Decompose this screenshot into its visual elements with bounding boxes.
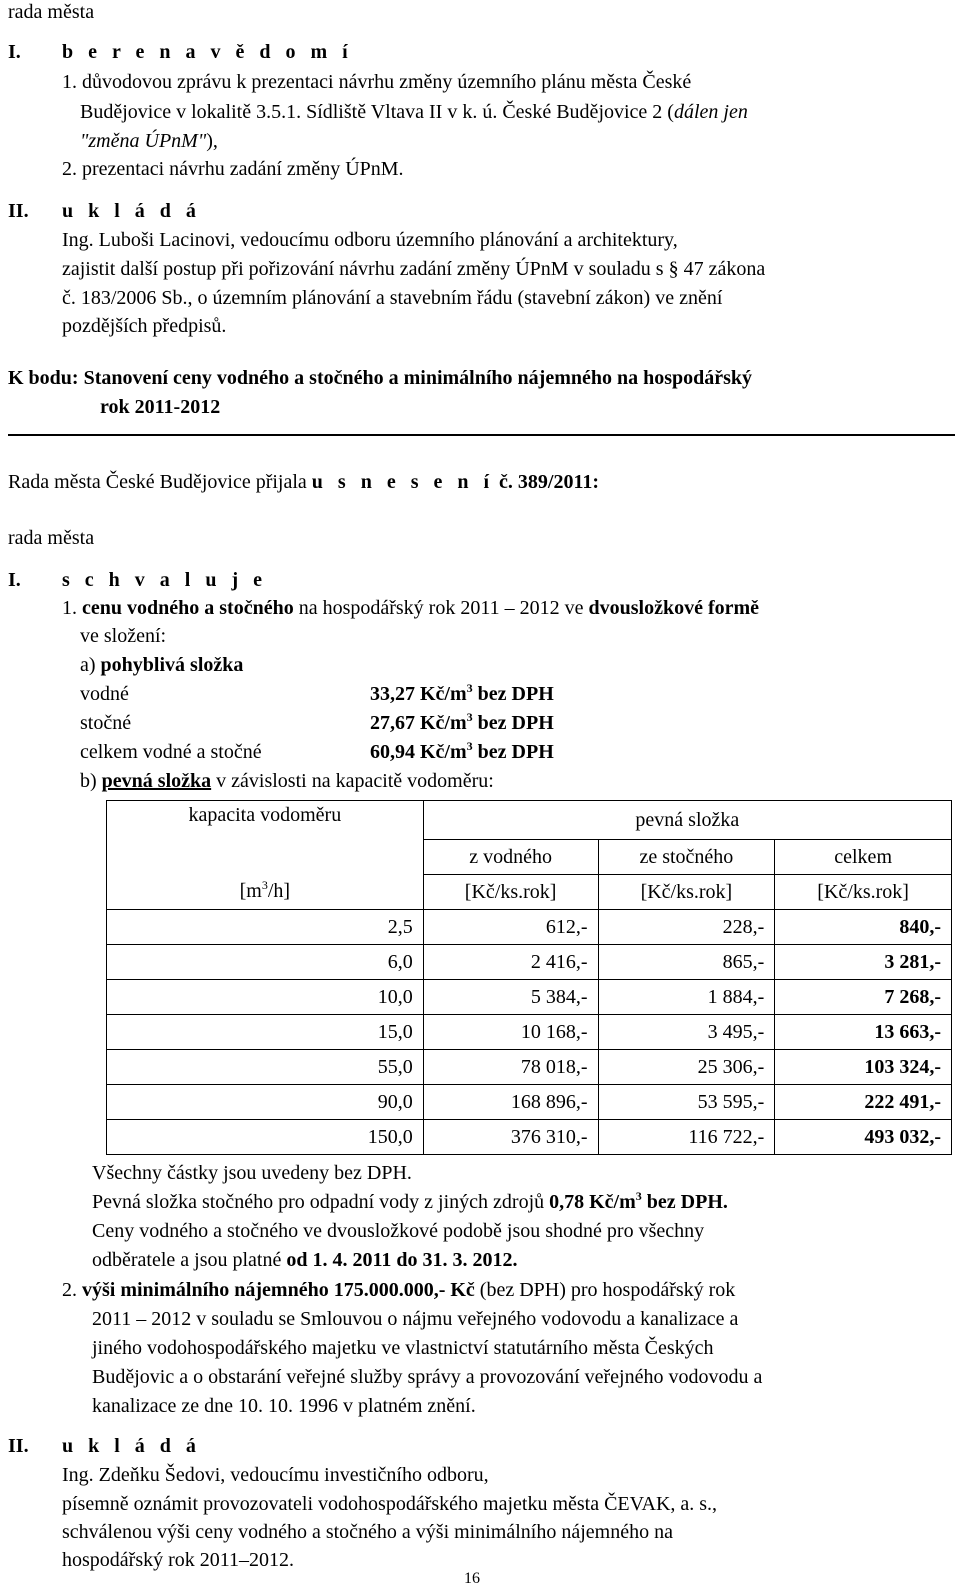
water-rate-label: vodné: [80, 683, 129, 705]
approval-item-2-rest: (bez DPH) pro hospodářský rok: [474, 1279, 736, 1301]
cell-sewage: 1 884,-: [598, 979, 775, 1014]
sewage-rate-value: [370, 709, 554, 737]
sewage-rate-amount: 27,67 Kč/m: [370, 712, 467, 734]
fixed-component-heading: [80, 767, 494, 795]
section-1-number: I.: [8, 41, 21, 63]
cell-water: 2 416,-: [423, 944, 598, 979]
approval-item-2-line-1: [62, 1276, 735, 1304]
cell-sewage: 3 495,-: [598, 1014, 775, 1049]
header-capacity: kapacita vodoměru: [107, 801, 424, 840]
note-line-3: Ceny vodného a stočného ve dvousložkové podobě jsou shodné pro všechny: [92, 1220, 705, 1242]
item-2: 2. prezentaci návrhu zadání změny ÚPnM.: [62, 158, 404, 180]
approval-item-1-prefix: 1.: [62, 597, 82, 619]
table-row: [107, 1084, 952, 1119]
section-1-verb-text: b e r e n a v ě d o m í: [62, 41, 353, 63]
approval-item-2-bold: výši minimálního nájemného 175.000.000,- Kč: [82, 1279, 475, 1301]
table-row: [107, 1014, 952, 1049]
total-rate-suffix: bez DPH: [472, 741, 554, 763]
fixed-component-rest: v závislosti na kapacitě vodoměru:: [211, 770, 494, 792]
cell-water: 376 310,-: [423, 1119, 598, 1154]
item-1-line-3: [80, 127, 218, 155]
section-2-para-line-2: zajistit další postup při pořizování návrhu zadání změny ÚPnM v souladu s § 47 zákona: [62, 258, 766, 280]
item-1-line-3-italic: "změna ÚPnM": [80, 130, 207, 152]
variable-component-prefix: a): [80, 654, 101, 676]
approval-item-1-mid: na hospodářský rok 2011 – 2012 ve: [293, 597, 589, 619]
item-1-line-3-text: ),: [206, 130, 218, 152]
agenda-item-heading-line-1: K bodu: Stanovení ceny vodného a stočného a minimálního nájemného na hospodářský: [8, 367, 753, 389]
resolution-line: [8, 468, 599, 496]
cell-capacity: 2,5: [107, 909, 424, 944]
table-row: [107, 909, 952, 944]
cell-sewage: 53 595,-: [598, 1084, 775, 1119]
cell-total: 222 491,-: [775, 1084, 952, 1119]
resolution-label: u s n e s e n í: [311, 471, 495, 493]
cell-water: 10 168,-: [423, 1014, 598, 1049]
task-line-1: Ing. Zdeňku Šedovi, vedoucímu investičního odboru,: [62, 1464, 489, 1486]
resolution-number: č. 389/2011:: [494, 471, 600, 493]
cell-sewage: 865,-: [598, 944, 775, 979]
note-line-4-dates: od 1. 4. 2011 do 31. 3. 2012.: [286, 1249, 518, 1271]
cell-total: 7 268,-: [775, 979, 952, 1014]
resolution-intro: Rada města České Budějovice přijala: [8, 471, 312, 493]
approval-item-2-line-2: 2011 – 2012 v souladu se Smlouvou o nájmu veřejného vodovodu a kanalizace a: [92, 1308, 739, 1330]
table-row: [107, 944, 952, 979]
water-rate-amount: 33,27 Kč/m: [370, 683, 467, 705]
task-section-verb: [62, 1432, 201, 1460]
item-1-line-2: [80, 98, 748, 126]
approval-section-number: I.: [8, 569, 21, 591]
table-row: [107, 979, 952, 1014]
item-1-line-2-text: Budějovice v lokalitě 3.5.1. Sídliště Vltava II v k. ú. České Budějovice 2 (: [80, 101, 674, 123]
variable-component-heading: [80, 651, 243, 679]
approval-item-2-prefix: 2.: [62, 1279, 82, 1301]
cell-capacity: 10,0: [107, 979, 424, 1014]
sewage-rate-exp: 3: [466, 710, 473, 724]
header-capacity-spacer: [107, 839, 424, 874]
task-section-number: II.: [8, 1435, 29, 1457]
fixed-component-label: pevná složka: [101, 770, 212, 792]
section-2-verb: [62, 197, 201, 225]
cell-total: 13 663,-: [775, 1014, 952, 1049]
approval-item-2-line-5: kanalizace ze dne 10. 10. 1996 v platném znění.: [92, 1395, 476, 1417]
sewage-rate-label: stočné: [80, 712, 132, 734]
water-rate-exp: 3: [466, 681, 473, 695]
task-section-verb-text: u k l á d á: [62, 1435, 201, 1457]
item-1-line-2-italic: dálen jen: [673, 101, 748, 123]
fixed-component-prefix: b): [80, 770, 102, 792]
cell-capacity: 6,0: [107, 944, 424, 979]
table-row: [107, 1119, 952, 1154]
approval-section-verb: [62, 566, 267, 594]
cell-sewage: 116 722,-: [598, 1119, 775, 1154]
section-2-para-line-4: pozdějších předpisů.: [62, 315, 227, 337]
cell-sewage: 228,-: [598, 909, 775, 944]
cell-water: 5 384,-: [423, 979, 598, 1014]
total-rate-exp: 3: [466, 739, 473, 753]
unit-capacity-a: [m: [239, 880, 262, 903]
task-line-3: schválenou výši ceny vodného a stočného a výši minimálního nájemného na: [62, 1521, 673, 1543]
fixed-fee-table: [106, 800, 952, 1155]
table-row: [107, 1049, 952, 1084]
page-number: 16: [464, 1570, 480, 1587]
note-line-2-text: Pevná složka stočného pro odpadní vody z jiných zdrojů: [92, 1191, 550, 1213]
cell-water: 168 896,-: [423, 1084, 598, 1119]
task-line-2: písemně oznámit provozovateli vodohospodářského majetku města ČEVAK, a. s.,: [62, 1493, 718, 1515]
total-rate-amount: 60,94 Kč/m: [370, 741, 467, 763]
section-2-para-line-3: č. 183/2006 Sb., o územním plánování a stavebním řádu (stavební zákon) ve znění: [62, 287, 723, 309]
unit-water: [Kč/ks.rok]: [423, 874, 598, 909]
note-line-4-text: odběratele a jsou platné: [92, 1249, 287, 1271]
section-1-verb: [62, 38, 353, 66]
total-rate-label: celkem vodné a stočné: [80, 741, 262, 763]
header-total: celkem: [775, 839, 952, 874]
note-line-2: [92, 1188, 728, 1216]
table-header-row-2: [107, 839, 952, 874]
unit-capacity-b: /h]: [267, 880, 291, 903]
header-fixed-component: pevná složka: [423, 801, 951, 840]
cell-sewage: 25 306,-: [598, 1049, 775, 1084]
approval-item-2-line-4: Budějovic a o obstarání veřejné služby správy a provozování veřejného vodovodu a: [92, 1366, 763, 1388]
note-line-2-amount: 0,78 Kč/m: [549, 1191, 636, 1213]
water-rate-value: [370, 680, 554, 708]
item-1-line-1: 1. důvodovou zprávu k prezentaci návrhu změny územního plánu města České: [62, 71, 692, 93]
unit-sewage: [Kč/ks.rok]: [598, 874, 775, 909]
task-line-4: hospodářský rok 2011–2012.: [62, 1549, 295, 1571]
cell-capacity: 150,0: [107, 1119, 424, 1154]
cell-capacity: 90,0: [107, 1084, 424, 1119]
approval-section-verb-text: s c h v a l u j e: [62, 569, 267, 591]
section-2-para-line-1: Ing. Luboši Lacinovi, vedoucímu odboru územního plánování a architektury,: [62, 229, 678, 251]
header-sewage: ze stočného: [598, 839, 775, 874]
section-2-number: II.: [8, 200, 29, 222]
cell-water: 78 018,-: [423, 1049, 598, 1084]
unit-total: [Kč/ks.rok]: [775, 874, 952, 909]
approval-item-1-bold-b: dvousložkové formě: [588, 597, 760, 619]
note-line-1: Všechny částky jsou uvedeny bez DPH.: [92, 1162, 412, 1184]
cell-capacity: 55,0: [107, 1049, 424, 1084]
approval-item-1-line-2: ve složení:: [80, 625, 167, 647]
variable-component-label: pohyblivá složka: [100, 654, 244, 676]
cell-water: 612,-: [423, 909, 598, 944]
divider-line: [8, 434, 955, 436]
water-rate-suffix: bez DPH: [472, 683, 554, 705]
note-line-2-suffix: bez DPH.: [641, 1191, 728, 1213]
approval-item-2-line-3: jiného vodohospodářského majetku ve vlastnictví statutárního města Českých: [92, 1337, 714, 1359]
table-unit-row: [107, 874, 952, 909]
rada-mesta-label: rada města: [8, 1, 95, 23]
header-water: z vodného: [423, 839, 598, 874]
total-rate-value: [370, 738, 554, 766]
note-line-4: [92, 1246, 518, 1274]
table-header-row-1: [107, 801, 952, 840]
section-2-verb-text: u k l á d á: [62, 200, 201, 222]
cell-total: 3 281,-: [775, 944, 952, 979]
approval-item-1-bold-a: cenu vodného a stočného: [82, 597, 294, 619]
approval-item-1-line-1: [62, 594, 759, 622]
agenda-item-heading-line-2: rok 2011-2012: [100, 396, 221, 418]
unit-capacity: [107, 874, 424, 909]
sewage-rate-suffix: bez DPH: [472, 712, 554, 734]
cell-total: 493 032,-: [775, 1119, 952, 1154]
cell-total: 103 324,-: [775, 1049, 952, 1084]
cell-capacity: 15,0: [107, 1014, 424, 1049]
unit-capacity-exp: 3: [261, 878, 268, 893]
note-line-2-exp: 3: [635, 1189, 642, 1203]
cell-total: 840,-: [775, 909, 952, 944]
rada-mesta-label-2: rada města: [8, 527, 95, 549]
